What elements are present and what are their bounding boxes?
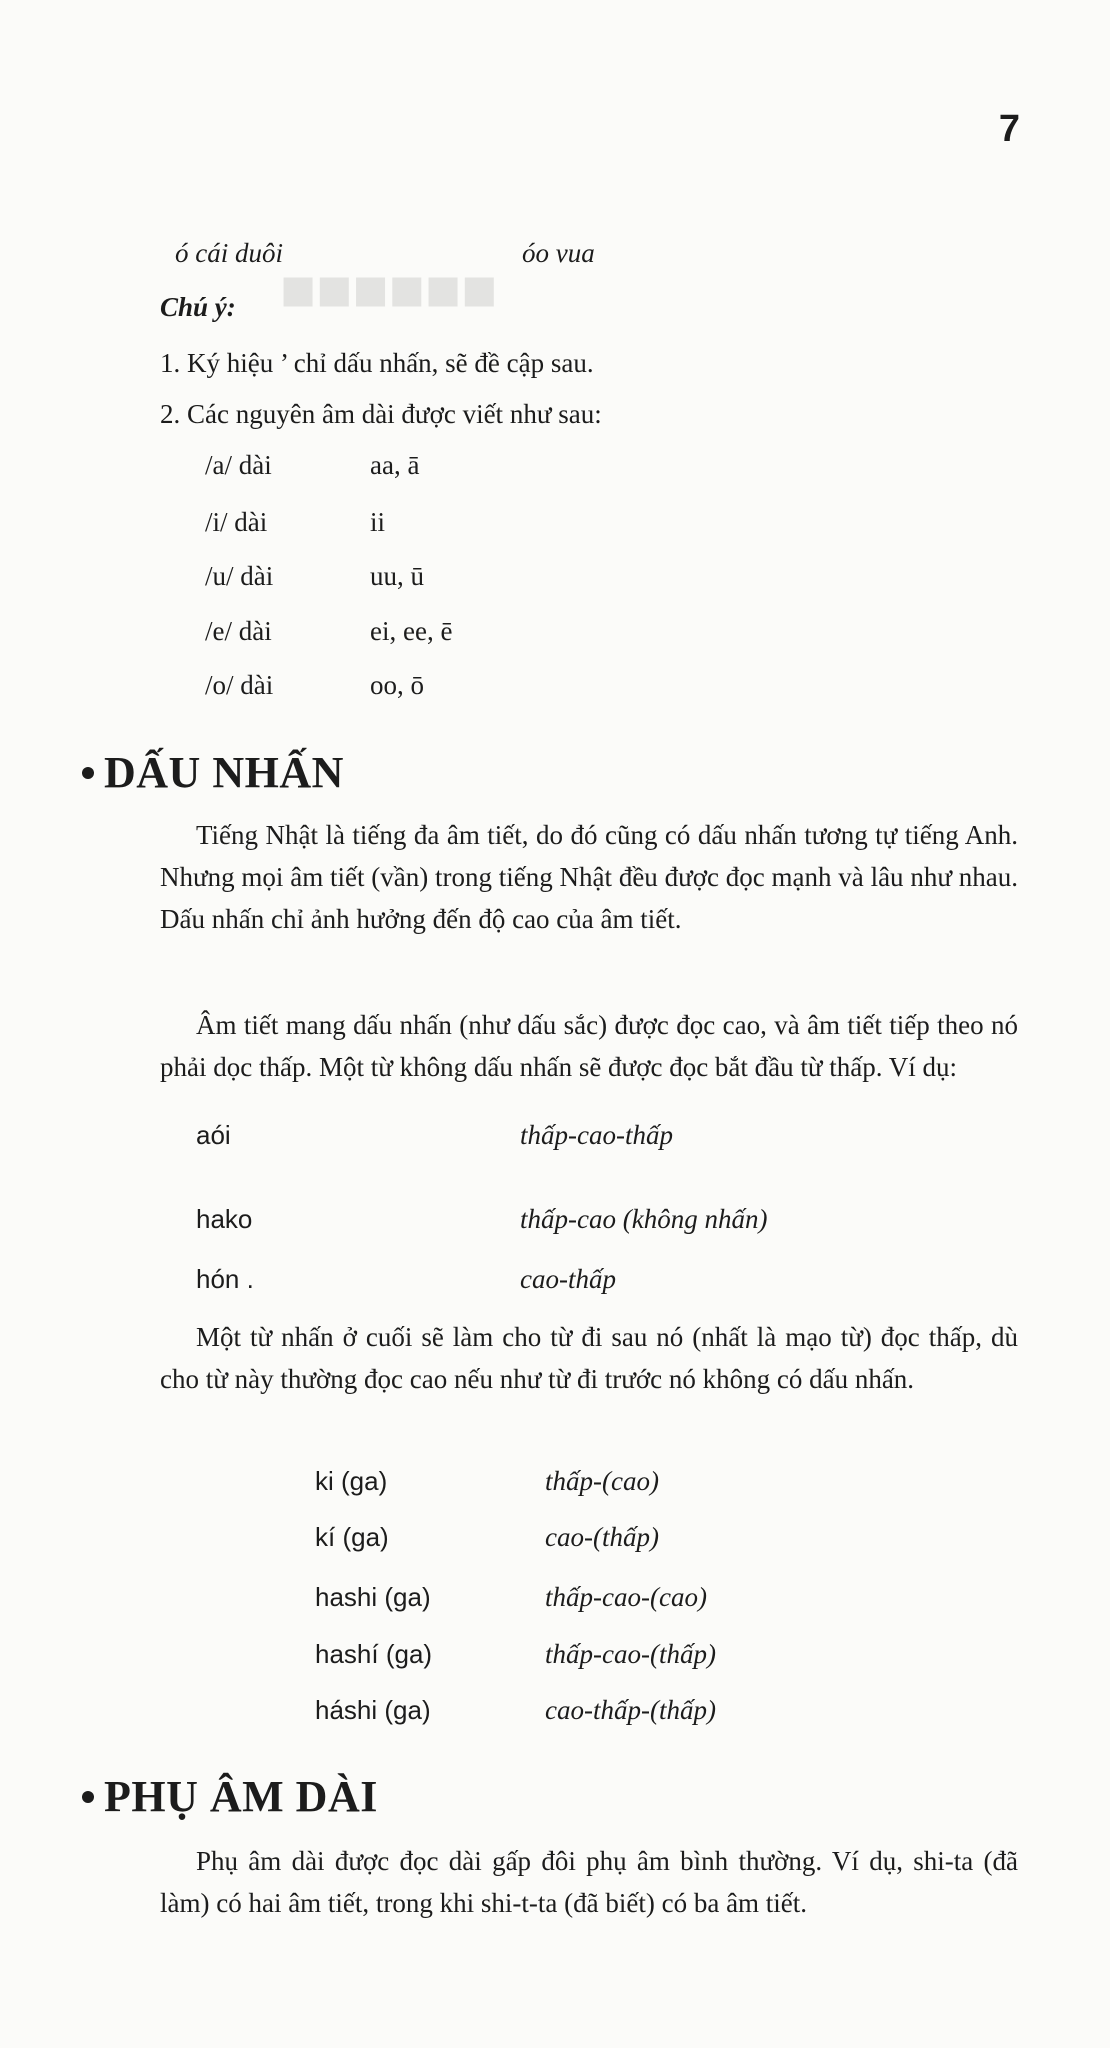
long-vowel-label-u: /u/ dài [205,561,274,591]
example1-pitch-2: thấp-cao (không nhấn) [520,1204,768,1234]
example2-pitch-4: thấp-cao-(thấp) [545,1639,716,1669]
bullet-icon [82,767,94,779]
note-item-2: 2. Các nguyên âm dài được viết như sau: [160,399,602,429]
example2-pitch-5: cao-thấp-(thấp) [545,1695,716,1725]
example1-pitch-3: cao-thấp [520,1264,616,1294]
long-vowel-label-o: /o/ dài [205,670,274,700]
example1-pitch-1: thấp-cao-thấp [520,1120,673,1150]
section-heading-accent-text: DẤU NHẤN [104,748,344,797]
note-title: Chú ý: [160,292,236,322]
note-item-1: 1. Ký hiệu ’ chỉ dấu nhấn, sẽ đề cập sau. [160,348,594,378]
long-vowel-value-a: aa, ā [370,450,420,480]
example2-pitch-2: cao-(thấp) [545,1522,659,1552]
example1-word-1: aói [196,1120,231,1150]
long-consonant-paragraph: Phụ âm dài được đọc dài gấp đôi phụ âm bình thường. Ví dụ, shi-ta (đã làm) có hai âm tiết, trong khi shi-t-ta (đã biết) có ba âm tiết. [160,1846,1018,1918]
bullet-icon [82,1791,94,1803]
example2-word-1: ki (ga) [315,1466,388,1496]
section-heading-long-consonant [82,1772,378,1822]
long-vowel-value-u: uu, ū [370,561,424,591]
example1-word-3: hón . [196,1264,254,1294]
long-vowel-value-i: ii [370,507,386,537]
example2-pitch-1: thấp-(cao) [545,1466,659,1496]
long-vowel-label-e: /e/ dài [205,616,272,646]
long-vowel-label-a: /a/ dài [205,450,272,480]
example2-word-3: hashi (ga) [315,1582,431,1612]
example-left: ó cái duôi [175,238,283,268]
accent-paragraph-3: Một từ nhấn ở cuối sẽ làm cho từ đi sau nó (nhất là mạo từ) đọc thấp, dù cho từ này thường đọc cao nếu như từ đi trước nó không có dấu nhấn. [160,1322,1018,1394]
accent-paragraph-2: Âm tiết mang dấu nhấn (như dấu sắc) được đọc cao, và âm tiết tiếp theo nó phải dọc thấp. Một từ không dấu nhấn sẽ được đọc bắt đầu từ thấp. Ví dụ: [160,1010,1018,1082]
accent-paragraph-1: Tiếng Nhật là tiếng đa âm tiết, do đó cũng có dấu nhấn tương tự tiếng Anh. Nhưng mọi âm tiết (vần) trong tiếng Nhật đều được đọc mạnh và lâu như nhau. Dấu nhấn chỉ ảnh hưởng đến độ cao của âm tiết. [160,820,1018,934]
example2-word-5: háshi (ga) [315,1695,431,1725]
example1-word-2: hako [196,1204,253,1234]
long-vowel-value-o: oo, ō [370,670,424,700]
example2-pitch-3: thấp-cao-(cao) [545,1582,707,1612]
section-heading-accent [82,748,344,798]
long-vowel-value-e: ei, ee, ē [370,616,453,646]
long-vowel-label-i: /i/ dài [205,507,268,537]
bleed-through-title: ■■■■■■ [280,256,498,323]
example2-word-2: kí (ga) [315,1522,389,1552]
example2-word-4: hashí (ga) [315,1639,433,1669]
section-heading-long-consonant-text: PHỤ ÂM DÀI [104,1772,378,1821]
example-right: óo vua [522,238,595,268]
page-number: 7 [998,108,1020,150]
